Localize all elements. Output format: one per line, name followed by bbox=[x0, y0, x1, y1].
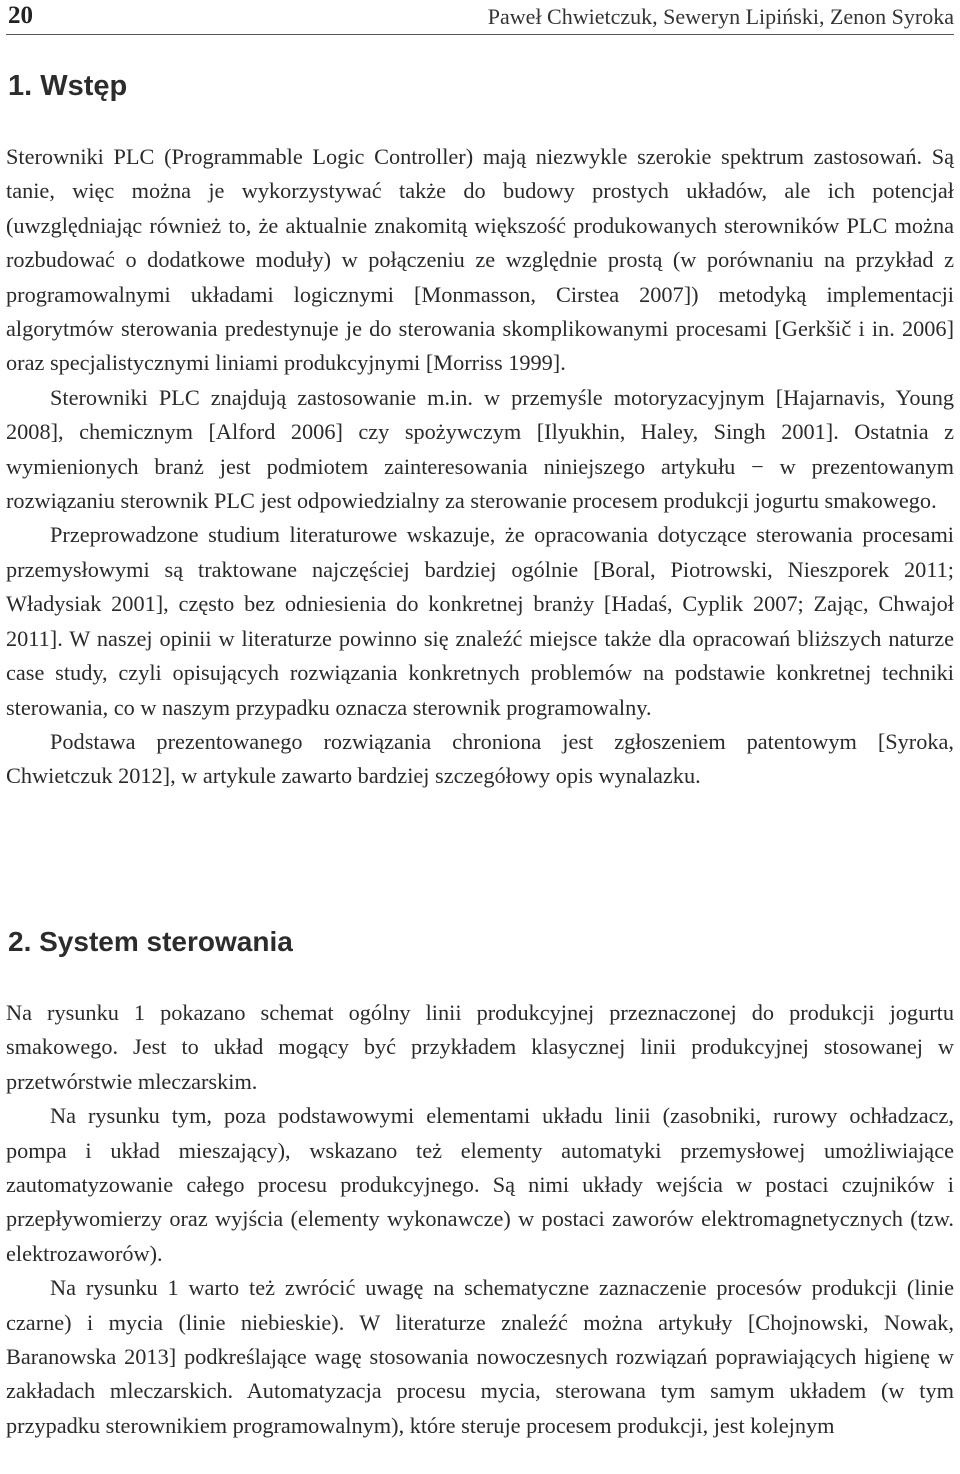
paragraph: Podstawa prezentowanego rozwiązania chroniona jest zgłoszeniem patentowym [Syroka, Chwietczuk 2012], w artykule zawarto bardziej szczegółowy opis wynalazku. bbox=[6, 728, 954, 789]
paragraph: Sterowniki PLC znajdują zastosowanie m.in. w przemyśle motoryzacyjnym [Hajarnavis, Young 2008], chemicznym [Alford 2006] czy spożywczym [Ilyukhin, Haley, Singh 2001]. Ostatnia z wymienionych branż jest podmiotem zainteresowania niniejszego artykułu − w prezentowanym rozwiązaniu sterownik PLC jest odpowiedzialny za sterowanie procesem produkcji jogurtu smakowego. bbox=[6, 384, 954, 514]
running-header bbox=[6, 0, 954, 35]
paragraph: Na rysunku tym, poza podstawowymi elementami układu linii (zasobniki, rurowy ochładzacz, pompa i układ mieszający), wskazano też elementy automatyki przemysłowej umożliwiające zautomatyzowanie całego procesu produkcyjnego. Są nimi układy wejścia w postaci czujników i przepływomierzy oraz wyjścia (elementy wykonawcze) w postaci zaworów elektromagnetycznych (tzw. elektrozaworów). bbox=[6, 1103, 954, 1266]
page-number: 20 bbox=[8, 2, 33, 29]
section-heading-introduction: 1. Wstęp bbox=[8, 70, 128, 102]
paragraph: Na rysunku 1 warto też zwrócić uwagę na schematyczne zaznaczenie procesów produkcji (linie czarne) i mycia (linie niebieskie). W literaturze znaleźć można artykuły [Chojnowski, Nowak, Baranowska 2013] podkreślające wagę stosowania nowoczesnych rozwiązań poprawiających higienę w zakładach mleczarskich. Automatyzacja procesu mycia, sterowana tym samym układem (w tym przypadku sterownikiem programowalnym), które steruje procesem produkcji, jest kolejnym bbox=[6, 1275, 954, 1438]
section-body-control-system bbox=[6, 996, 954, 1443]
paragraph: Przeprowadzone studium literaturowe wskazuje, że opracowania dotyczące sterowania procesami przemysłowymi są traktowane najczęściej bardziej ogólnie [Boral, Piotrowski, Nieszporek 2011; Władysiak 2001], często bez odniesienia do konkretnej branży [Hadaś, Cyplik 2007; Zając, Chwajoł 2011]. W naszej opinii w literaturze powinno się znaleźć miejsce także dla opracowań bliższych naturze case study, czyli opisujących rozwiązania konkretnych problemów na podstawie konkretnej techniki sterowania, co w naszym przypadku oznacza sterownik programowalny. bbox=[6, 522, 954, 720]
running-head-authors: Paweł Chwietczuk, Seweryn Lipiński, Zenon Syroka bbox=[487, 4, 954, 29]
section-body-introduction bbox=[6, 140, 954, 794]
section-heading-control-system: 2. System sterowania bbox=[8, 926, 293, 957]
paragraph: Na rysunku 1 pokazano schemat ogólny linii produkcyjnej przeznaczonej do produkcji jogurtu smakowego. Jest to układ mogący być przykładem klasycznej linii produkcyjnej stosowanej w przetwórstwie mleczarskim. bbox=[6, 1000, 954, 1094]
paragraph: Sterowniki PLC (Programmable Logic Controller) mają niezwykle szerokie spektrum zastosowań. Są tanie, więc można je wykorzystywać także do budowy prostych układów, ale ich potencjał (uwzględniając również to, że aktualnie znakomitą większość produkowanych sterowników PLC można rozbudować o dodatkowe moduły) w połączeniu ze względnie prostą (w porównaniu na przykład z programowalnymi układami logicznymi [Monmasson, Cirstea 2007]) metodyką implementacji algorytmów sterowania predestynuje je do sterowania skomplikowanymi procesami [Gerkšič i in. 2006] oraz specjalistycznymi liniami produkcyjnymi [Morriss 1999]. bbox=[6, 144, 954, 376]
